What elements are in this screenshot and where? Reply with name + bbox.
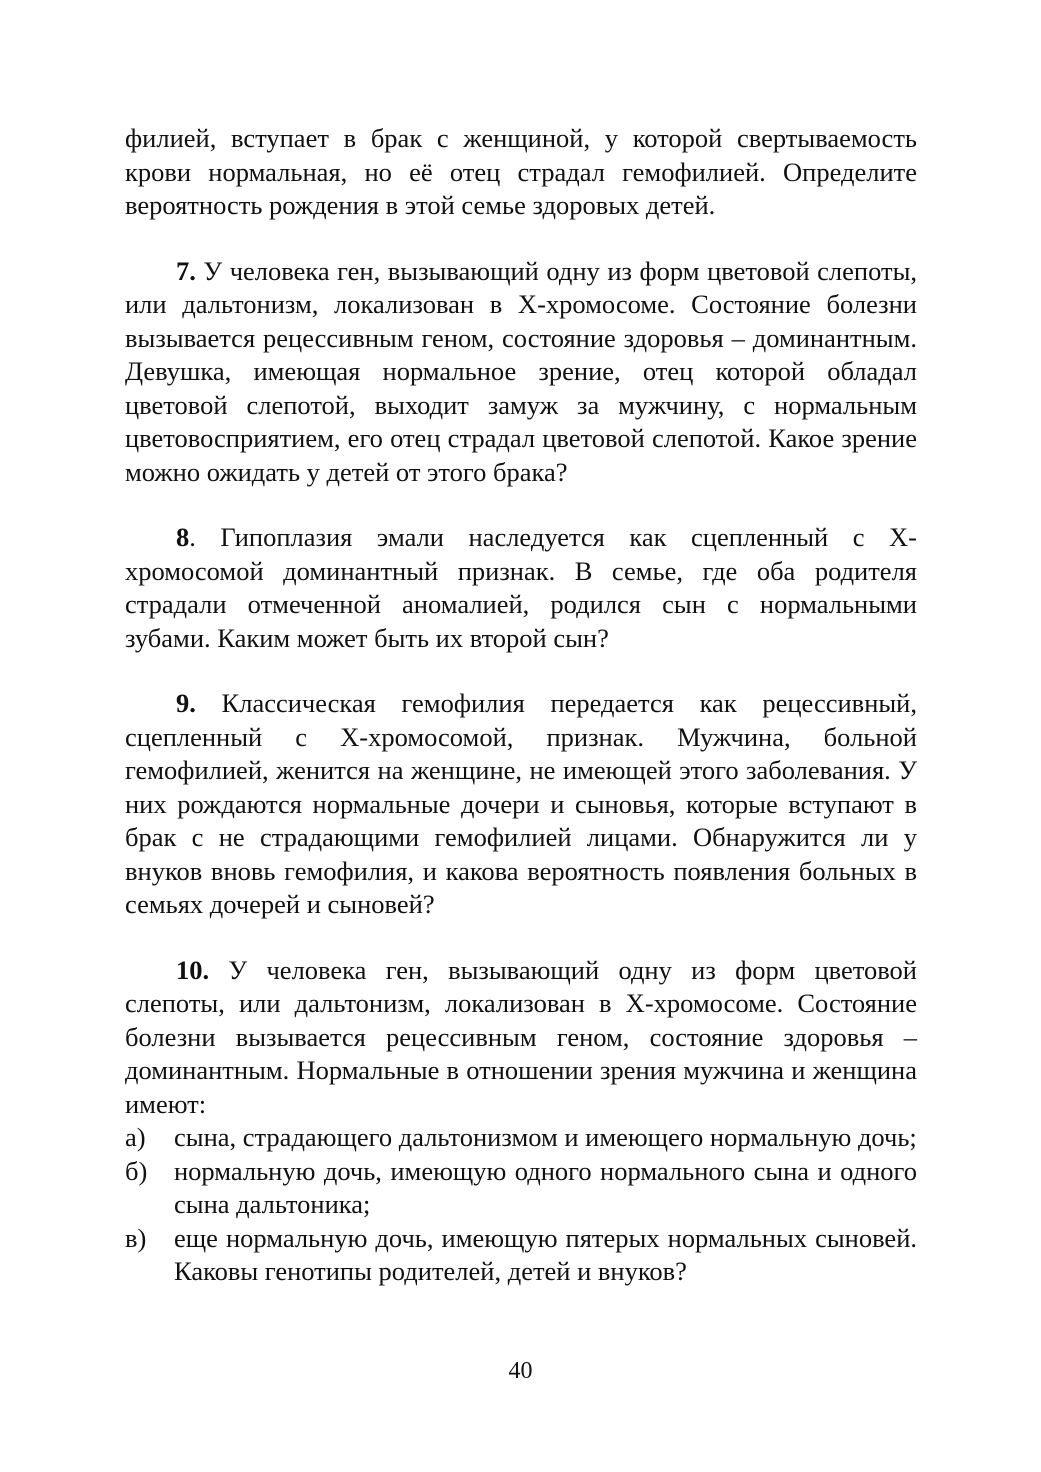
list-item-v <box>125 1222 917 1289</box>
task-10-options <box>125 1121 917 1289</box>
task-7 <box>125 255 917 490</box>
task-10-text: У человека ген, вызывающий одну из форм цветовой слепоты, или дальтонизм, локализован в Х-хромосоме. Состояние болезни вызывается рецессивным геном, состояние здоровья – доминантным. Нормальные в отношении зрения мужчина и женщина имеют: <box>125 954 917 1119</box>
task-7-number: 7. <box>176 255 196 286</box>
task-8-text: . Гипоплазия эмали наследуется как сцепленный с Х-хромосомой доминантный признак. В семье, где оба родителя страдали отмеченной аномалией, родился сын с нормальными зубами. Каким может быть их второй сын? <box>125 522 917 653</box>
task-10-number: 10. <box>176 954 210 985</box>
task-8-number: 8 <box>176 522 190 552</box>
list-item-a <box>125 1121 917 1155</box>
list-item-text: нормальную дочь, имеющую одного нормального сына и одного сына дальтоника; <box>174 1155 917 1219</box>
task-8 <box>125 521 917 655</box>
task-7-text: У человека ген, вызывающий одну из форм цветовой слепоты, или дальтонизм, локализован в Х-хромосоме. Состояние болезни вызывается рецессивным геном, состояние здоровья – доминантным. Девушка, имеющая нормальное зрение, отец которой обладал цветовой слепотой, выходит замуж за мужчину, с нормальным цветовосприятием, его отец страдал цветовой слепотой. Какое зрение можно ожидать у детей от этого брака? <box>125 255 917 487</box>
list-item-text: сына, страдающего дальтонизмом и имеющего нормальную дочь; <box>174 1122 917 1152</box>
list-marker: а) <box>125 1122 146 1152</box>
task-9-number: 9. <box>176 688 196 718</box>
intro-paragraph: филией, вступает в брак с женщиной, у которой свертываемость крови нормальная, но её отец страдал гемофилией. Определите вероятность рождения в этой семье здоровых детей. <box>125 123 917 220</box>
list-item-text: еще нормальную дочь, имеющую пятерых нормальных сыновей. Каковы генотипы родителей, детей и внуков? <box>174 1222 917 1286</box>
task-9-text: Классическая гемофилия передается как рецессивный, сцепленный с Х-хромосомой, признак. Мужчина, больной гемофилией, женится на женщине, не имеющей этого заболевания. У них рождаются нормальные дочери и сыновья, которые вступают в брак с не страдающими гемофилией лицами. Обнаружится ли у внуков вновь гемофилия, и какова вероятность появления больных в семьях дочерей и сыновей? <box>125 688 917 919</box>
list-marker: в) <box>125 1222 147 1253</box>
list-marker: б) <box>125 1155 148 1186</box>
page-number: 40 <box>508 1358 533 1384</box>
list-item-b <box>125 1155 917 1222</box>
page-body <box>125 122 917 1289</box>
task-10 <box>125 954 917 1122</box>
task-9 <box>125 687 917 922</box>
